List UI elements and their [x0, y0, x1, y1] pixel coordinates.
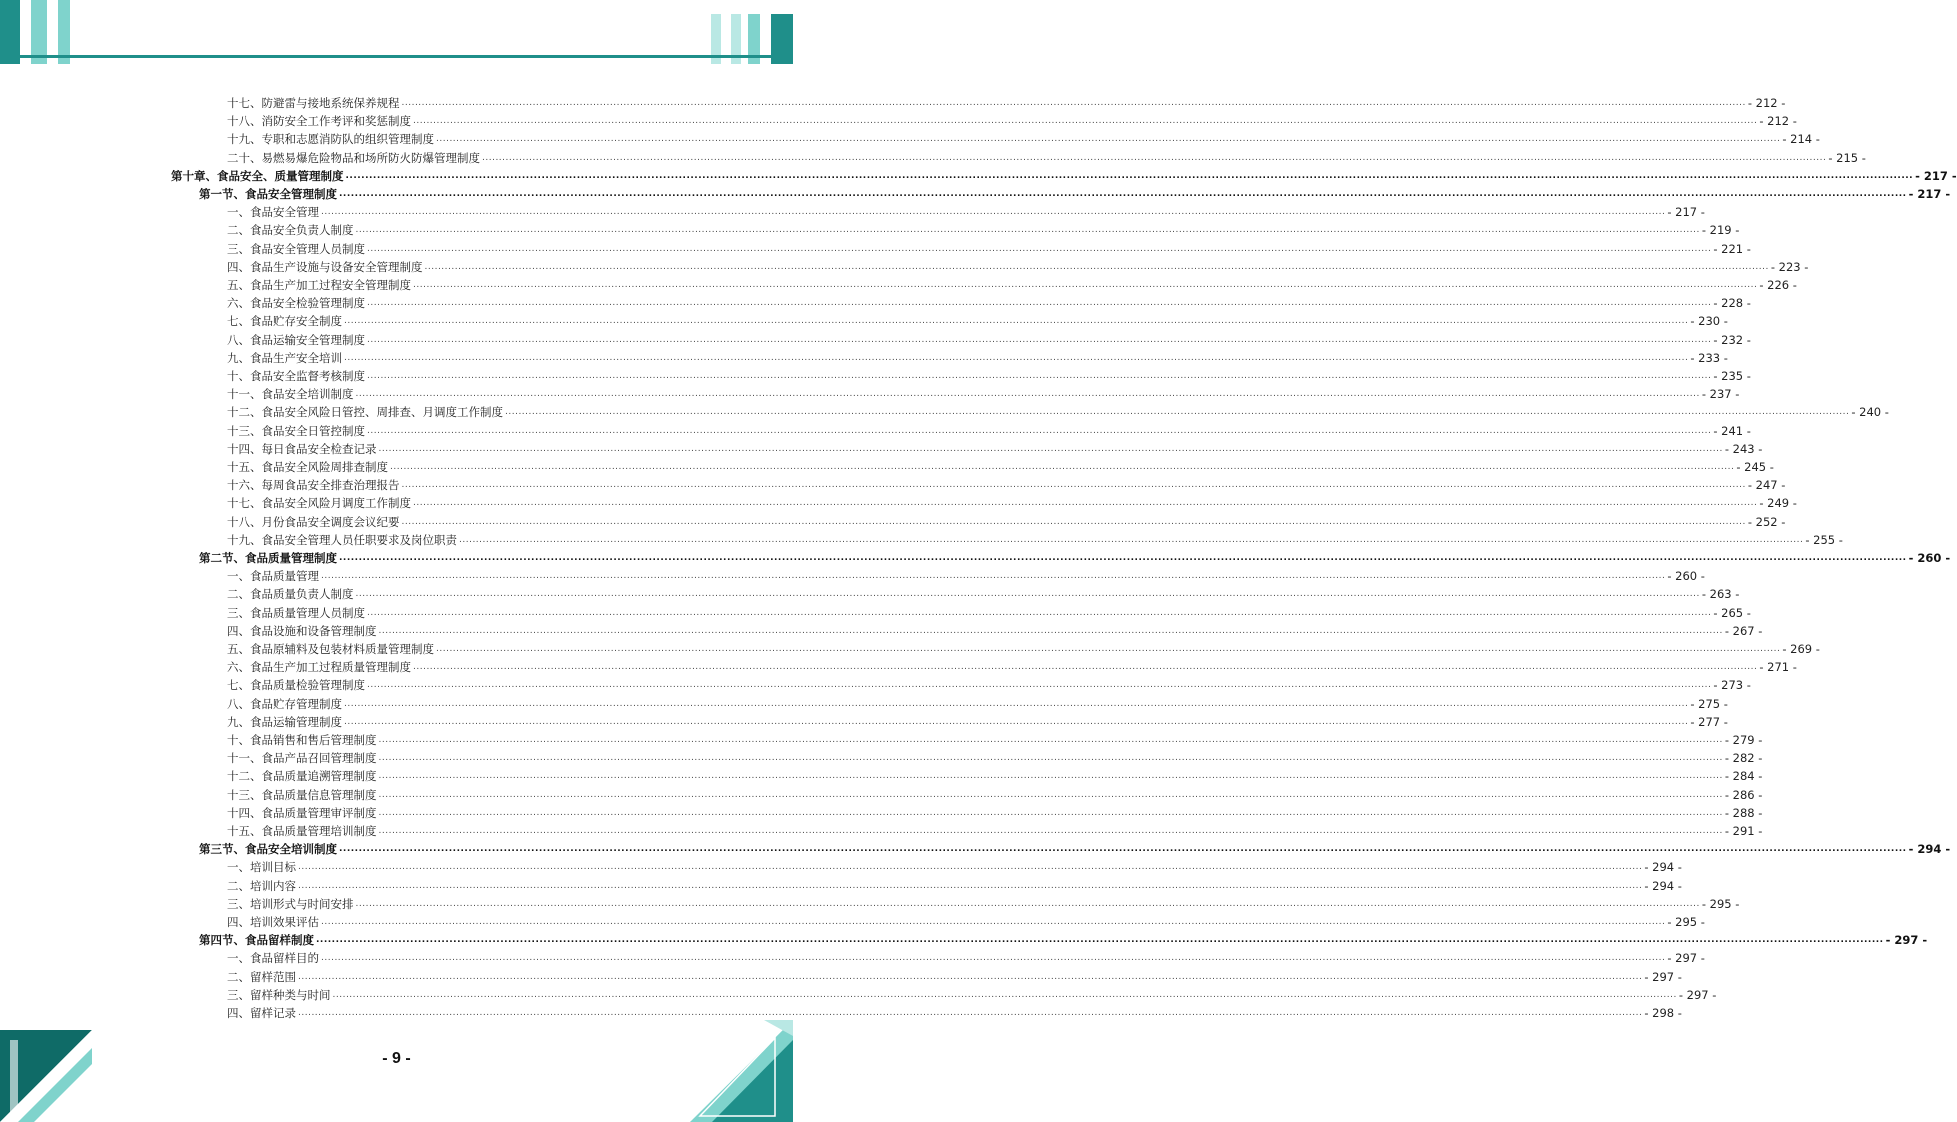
toc-leader-dots: ................................................................................................................................................................................................................................................................................................................................................................................................................	[355, 589, 1700, 600]
toc-leader-dots: ................................................................................................................................................................................................................................................................................................................................................................................................................	[316, 935, 1884, 946]
toc-entry-page: - 217 -	[1667, 205, 1705, 220]
toc-entry-page: - 249 -	[1759, 496, 1797, 511]
toc-leader-dots: ................................................................................................................................................................................................................................................................................................................................................................................................................	[367, 334, 1712, 345]
toc-entry-label: 十九、食品安全管理人员任职要求及岗位职责	[227, 532, 457, 547]
toc-entry-page: - 277 -	[1690, 714, 1728, 729]
toc-entry[interactable]	[227, 240, 1751, 258]
toc-leader-dots: ................................................................................................................................................................................................................................................................................................................................................................................................................	[367, 425, 1712, 436]
toc-entry[interactable]	[227, 986, 1717, 1004]
toc-entry-page: - 212 -	[1759, 114, 1797, 129]
toc-entry-page: - 275 -	[1690, 696, 1728, 711]
header-bar-left-light	[58, 0, 70, 64]
toc-entry[interactable]	[227, 149, 1866, 167]
header-bar-left-mid	[31, 0, 47, 64]
toc-leader-dots: ................................................................................................................................................................................................................................................................................................................................................................................................................	[413, 280, 1758, 290]
toc-entry[interactable]	[227, 476, 1786, 494]
toc-entry[interactable]	[227, 913, 1705, 931]
toc-leader-dots: ................................................................................................................................................................................................................................................................................................................................................................................................................	[344, 352, 1689, 363]
toc-entry[interactable]	[227, 440, 1763, 458]
toc-leader-dots: ................................................................................................................................................................................................................................................................................................................................................................................................................	[345, 170, 1914, 181]
toc-entry-page: - 245 -	[1736, 460, 1774, 474]
toc-entry[interactable]	[227, 531, 1843, 549]
toc-entry[interactable]	[227, 221, 1740, 239]
toc-entry[interactable]	[227, 367, 1751, 385]
toc-entry-label: 十六、每周食品安全排查治理报告	[227, 478, 400, 493]
toc-entry-label: 三、留样种类与时间	[227, 987, 331, 1002]
toc-entry[interactable]	[227, 695, 1728, 713]
toc-leader-dots: ................................................................................................................................................................................................................................................................................................................................................................................................................	[401, 98, 1746, 108]
toc-entry-page: - 247 -	[1747, 478, 1786, 493]
toc-leader-dots: ................................................................................................................................................................................................................................................................................................................................................................................................................	[298, 971, 1643, 982]
toc-entry-label: 五、食品原辅料及包装材料质量管理制度	[227, 642, 434, 656]
toc-entry-label: 八、食品运输安全管理制度	[227, 332, 365, 347]
toc-leader-dots: ................................................................................................................................................................................................................................................................................................................................................................................................................	[436, 134, 1781, 145]
header-decoration	[0, 0, 793, 70]
toc-leader-dots: ................................................................................................................................................................................................................................................................................................................................................................................................................	[459, 534, 1804, 545]
toc-entry-label: 十八、月份食品安全调度会议纪要	[227, 514, 400, 529]
toc-entry-page: - 279 -	[1724, 733, 1763, 747]
toc-leader-dots: ................................................................................................................................................................................................................................................................................................................................................................................................................	[378, 826, 1723, 836]
toc-leader-dots: ................................................................................................................................................................................................................................................................................................................................................................................................................	[367, 680, 1712, 691]
toc-leader-dots: ................................................................................................................................................................................................................................................................................................................................................................................................................	[355, 225, 1700, 236]
toc-entry-page: - 255 -	[1805, 532, 1843, 547]
toc-leader-dots: ................................................................................................................................................................................................................................................................................................................................................................................................................	[298, 1008, 1643, 1018]
toc-leader-dots: ................................................................................................................................................................................................................................................................................................................................................................................................................	[505, 407, 1850, 418]
toc-entry-page: - 297 -	[1644, 969, 1682, 984]
toc-entry-page: - 235 -	[1713, 369, 1751, 383]
toc-entry[interactable]	[227, 585, 1740, 603]
toc-entry-page: - 291 -	[1724, 824, 1763, 838]
toc-entry-label: 十七、防避雷与接地系统保养规程	[227, 96, 400, 110]
toc-entry-page: - 282 -	[1724, 751, 1763, 766]
toc-entry-label: 四、留样记录	[227, 1006, 296, 1020]
toc-entry-label: 十七、食品安全风险月调度工作制度	[227, 496, 411, 511]
toc-entry[interactable]	[227, 94, 1786, 112]
toc-entry-page: - 252 -	[1747, 514, 1786, 529]
toc-entry-page: - 288 -	[1724, 805, 1763, 820]
toc-entry-label: 第二节、食品质量管理制度	[199, 551, 337, 565]
toc-entry[interactable]	[227, 877, 1682, 895]
header-bar-left-dark	[0, 0, 20, 64]
toc-entry-page: - 214 -	[1782, 132, 1820, 147]
toc-entry-label: 十四、食品质量管理审评制度	[227, 805, 377, 820]
toc-entry-page: - 217 -	[1908, 187, 1951, 201]
toc-leader-dots: ................................................................................................................................................................................................................................................................................................................................................................................................................	[339, 553, 1907, 563]
toc-entry[interactable]	[227, 658, 1797, 676]
toc-entry-page: - 230 -	[1690, 314, 1728, 329]
toc-entry-label: 四、食品设施和设备管理制度	[227, 623, 377, 638]
toc-entry[interactable]	[227, 385, 1740, 403]
toc-entry[interactable]	[227, 422, 1751, 440]
toc-entry-page: - 212 -	[1747, 96, 1786, 110]
toc-leader-dots: ................................................................................................................................................................................................................................................................................................................................................................................................................	[367, 243, 1712, 254]
footer-decoration	[0, 1020, 793, 1122]
toc-entry[interactable]	[227, 349, 1728, 367]
toc-section[interactable]	[199, 931, 1928, 949]
toc-entry[interactable]	[227, 458, 1774, 476]
toc-leader-dots: ................................................................................................................................................................................................................................................................................................................................................................................................................	[424, 261, 1769, 272]
toc-leader-dots: ................................................................................................................................................................................................................................................................................................................................................................................................................	[390, 462, 1735, 472]
toc-entry-page: - 273 -	[1713, 678, 1751, 693]
toc-entry[interactable]	[227, 858, 1682, 876]
toc-entry[interactable]	[227, 767, 1763, 785]
toc-entry-label: 第十章、食品安全、质量管理制度	[171, 168, 344, 183]
toc-entry-page: - 240 -	[1851, 405, 1889, 420]
toc-entry-page: - 284 -	[1724, 769, 1763, 784]
toc-entry[interactable]	[227, 822, 1763, 840]
toc-entry-label: 十三、食品安全日管控制度	[227, 423, 365, 438]
toc-entry-label: 一、食品留样目的	[227, 951, 319, 966]
toc-entry-label: 一、食品安全管理	[227, 205, 319, 220]
toc-leader-dots: ................................................................................................................................................................................................................................................................................................................................................................................................................	[378, 753, 1723, 764]
toc-leader-dots: ................................................................................................................................................................................................................................................................................................................................................................................................................	[298, 862, 1643, 873]
toc-entry-label: 四、食品生产设施与设备安全管理制度	[227, 259, 423, 274]
toc-entry-label: 第四节、食品留样制度	[199, 933, 314, 948]
toc-entry-page: - 223 -	[1770, 259, 1809, 274]
toc-entry-page: - 286 -	[1724, 787, 1763, 802]
toc-leader-dots: ................................................................................................................................................................................................................................................................................................................................................................................................................	[401, 480, 1746, 491]
toc-leader-dots: ................................................................................................................................................................................................................................................................................................................................................................................................................	[378, 771, 1723, 782]
toc-leader-dots: ................................................................................................................................................................................................................................................................................................................................................................................................................	[413, 498, 1758, 509]
toc-leader-dots: ................................................................................................................................................................................................................................................................................................................................................................................................................	[344, 716, 1689, 727]
toc-entry[interactable]	[227, 895, 1740, 913]
toc-entry-label: 十一、食品产品召回管理制度	[227, 751, 377, 766]
toc-leader-dots: ................................................................................................................................................................................................................................................................................................................................................................................................................	[367, 371, 1712, 381]
toc-entry-label: 十、食品销售和售后管理制度	[227, 733, 377, 747]
toc-entry-label: 五、食品生产加工过程安全管理制度	[227, 278, 411, 292]
toc-entry[interactable]	[227, 112, 1797, 130]
toc-entry-page: - 294 -	[1644, 860, 1682, 875]
toc-entry-page: - 267 -	[1724, 623, 1763, 638]
toc-leader-dots: ................................................................................................................................................................................................................................................................................................................................................................................................................	[344, 698, 1689, 709]
header-rule	[0, 55, 793, 58]
toc-leader-dots: ................................................................................................................................................................................................................................................................................................................................................................................................................	[378, 443, 1723, 454]
toc-leader-dots: ................................................................................................................................................................................................................................................................................................................................................................................................................	[321, 571, 1666, 582]
toc-entry[interactable]	[227, 786, 1763, 804]
toc-entry-page: - 297 -	[1667, 951, 1705, 966]
toc-entry[interactable]	[227, 731, 1763, 749]
toc-entry-label: 六、食品生产加工过程质量管理制度	[227, 660, 411, 675]
toc-entry-page: - 237 -	[1701, 387, 1740, 402]
toc-leader-dots: ................................................................................................................................................................................................................................................................................................................................................................................................................	[344, 316, 1689, 327]
toc-entry-label: 十五、食品质量管理培训制度	[227, 824, 377, 838]
toc-entry[interactable]	[227, 713, 1728, 731]
toc-entry-page: - 217 -	[1915, 168, 1957, 183]
toc-entry[interactable]	[227, 331, 1751, 349]
toc-leader-dots: ................................................................................................................................................................................................................................................................................................................................................................................................................	[413, 662, 1758, 673]
toc-entry-page: - 295 -	[1701, 896, 1740, 911]
toc-entry-label: 二、培训内容	[227, 878, 296, 893]
toc-entry-page: - 294 -	[1908, 842, 1951, 857]
toc-leader-dots: ................................................................................................................................................................................................................................................................................................................................................................................................................	[321, 917, 1666, 927]
toc-entry-label: 三、食品安全管理人员制度	[227, 241, 365, 256]
toc-entry-label: 三、食品质量管理人员制度	[227, 605, 365, 620]
toc-leader-dots: ................................................................................................................................................................................................................................................................................................................................................................................................................	[332, 989, 1677, 1000]
toc-entry-label: 二、食品安全负责人制度	[227, 223, 354, 238]
toc-entry-label: 二、食品质量负责人制度	[227, 587, 354, 602]
toc-entry-label: 十八、消防安全工作考评和奖惩制度	[227, 114, 411, 129]
toc-entry-label: 二十、易燃易爆危险物品和场所防火防爆管理制度	[227, 150, 480, 165]
toc-entry-page: - 265 -	[1713, 605, 1751, 620]
toc-leader-dots: ................................................................................................................................................................................................................................................................................................................................................................................................................	[355, 389, 1700, 400]
toc-entry-page: - 297 -	[1885, 933, 1928, 948]
toc-entry-label: 十三、食品质量信息管理制度	[227, 787, 377, 802]
toc-entry[interactable]	[227, 203, 1705, 221]
toc-leader-dots: ................................................................................................................................................................................................................................................................................................................................................................................................................	[339, 189, 1907, 199]
toc-leader-dots: ................................................................................................................................................................................................................................................................................................................................................................................................................	[367, 298, 1712, 309]
toc-entry[interactable]	[227, 1004, 1682, 1022]
toc-entry[interactable]	[227, 676, 1751, 694]
toc-entry-page: - 241 -	[1713, 423, 1751, 438]
toc-entry-label: 九、食品运输管理制度	[227, 714, 342, 729]
toc-entry-label: 十九、专职和志愿消防队的组织管理制度	[227, 132, 434, 147]
toc-entry-page: - 260 -	[1667, 569, 1705, 584]
toc-entry-label: 八、食品贮存管理制度	[227, 696, 342, 711]
toc-entry[interactable]	[227, 640, 1820, 658]
toc-entry-label: 二、留样范围	[227, 969, 296, 984]
toc-entry[interactable]	[227, 604, 1751, 622]
toc-entry-label: 七、食品贮存安全制度	[227, 314, 342, 329]
toc-entry-page: - 221 -	[1713, 241, 1751, 256]
toc-section[interactable]	[199, 549, 1951, 567]
page-number: - 9 -	[382, 1050, 411, 1067]
toc-entry-label: 七、食品质量检验管理制度	[227, 678, 365, 693]
toc-entry[interactable]	[227, 968, 1682, 986]
toc-leader-dots: ................................................................................................................................................................................................................................................................................................................................................................................................................	[482, 152, 1827, 163]
toc-leader-dots: ................................................................................................................................................................................................................................................................................................................................................................................................................	[339, 844, 1907, 855]
toc-entry-label: 十二、食品安全风险日管控、周排查、月调度工作制度	[227, 405, 503, 420]
toc-leader-dots: ................................................................................................................................................................................................................................................................................................................................................................................................................	[298, 880, 1643, 891]
toc-entry-label: 三、培训形式与时间安排	[227, 896, 354, 911]
toc-entry-page: - 298 -	[1644, 1006, 1682, 1020]
toc-entry[interactable]	[227, 276, 1797, 294]
toc-leader-dots: ................................................................................................................................................................................................................................................................................................................................................................................................................	[401, 516, 1746, 527]
toc-entry-page: - 226 -	[1759, 278, 1797, 292]
toc-entry-page: - 233 -	[1690, 350, 1728, 365]
toc-leader-dots: ................................................................................................................................................................................................................................................................................................................................................................................................................	[355, 898, 1700, 909]
toc-leader-dots: ................................................................................................................................................................................................................................................................................................................................................................................................................	[378, 789, 1723, 800]
toc-leader-dots: ................................................................................................................................................................................................................................................................................................................................................................................................................	[367, 607, 1712, 618]
toc-entry-label: 十二、食品质量追溯管理制度	[227, 769, 377, 784]
toc-entry[interactable]	[227, 130, 1820, 148]
toc-entry[interactable]	[227, 513, 1786, 531]
toc-chapter[interactable]	[171, 167, 1957, 185]
toc-leader-dots: ................................................................................................................................................................................................................................................................................................................................................................................................................	[378, 807, 1723, 818]
toc-entry-page: - 243 -	[1724, 441, 1763, 456]
toc-entry-page: - 219 -	[1701, 223, 1740, 238]
toc-leader-dots: ................................................................................................................................................................................................................................................................................................................................................................................................................	[413, 116, 1758, 127]
toc-entry-page: - 263 -	[1701, 587, 1740, 602]
toc-leader-dots: ................................................................................................................................................................................................................................................................................................................................................................................................................	[378, 625, 1723, 636]
toc-entry[interactable]	[227, 403, 1889, 421]
toc-entry-page: - 294 -	[1644, 878, 1682, 893]
toc-entry-page: - 215 -	[1828, 150, 1866, 165]
toc-entry[interactable]	[227, 567, 1705, 585]
toc-entry-page: - 271 -	[1759, 660, 1797, 675]
toc-entry[interactable]	[227, 258, 1809, 276]
toc-leader-dots: ................................................................................................................................................................................................................................................................................................................................................................................................................	[378, 735, 1723, 745]
toc-entry[interactable]	[227, 622, 1763, 640]
toc-entry[interactable]	[227, 949, 1705, 967]
toc-entry-page: - 228 -	[1713, 296, 1751, 311]
toc-entry-label: 十、食品安全监督考核制度	[227, 369, 365, 383]
toc-entry-label: 一、食品质量管理	[227, 569, 319, 584]
toc-entry-page: - 269 -	[1782, 642, 1820, 656]
toc-entry[interactable]	[227, 804, 1763, 822]
toc-entry-label: 第一节、食品安全管理制度	[199, 187, 337, 201]
toc-entry[interactable]	[227, 749, 1763, 767]
toc-entry-page: - 260 -	[1908, 551, 1951, 565]
toc-entry-label: 九、食品生产安全培训	[227, 350, 342, 365]
toc-section[interactable]	[199, 840, 1951, 858]
toc-entry[interactable]	[227, 294, 1751, 312]
toc-leader-dots: ................................................................................................................................................................................................................................................................................................................................................................................................................	[436, 644, 1781, 654]
toc-entry-label: 十四、每日食品安全检查记录	[227, 441, 377, 456]
toc-entry-page: - 295 -	[1667, 915, 1705, 929]
toc-entry-label: 四、培训效果评估	[227, 915, 319, 929]
toc-entry-label: 六、食品安全检验管理制度	[227, 296, 365, 311]
toc-entry-label: 第三节、食品安全培训制度	[199, 842, 337, 857]
toc-entry[interactable]	[227, 494, 1797, 512]
toc-leader-dots: ................................................................................................................................................................................................................................................................................................................................................................................................................	[321, 953, 1666, 964]
toc-entry-label: 十五、食品安全风险周排查制度	[227, 460, 388, 474]
toc-section[interactable]	[199, 185, 1951, 203]
toc-entry-page: - 232 -	[1713, 332, 1751, 347]
toc-entry-label: 一、培训目标	[227, 860, 296, 875]
toc-entry[interactable]	[227, 312, 1728, 330]
toc-entry-page: - 297 -	[1678, 987, 1717, 1002]
toc-leader-dots: ................................................................................................................................................................................................................................................................................................................................................................................................................	[321, 207, 1666, 218]
toc-entry-label: 十一、食品安全培训制度	[227, 387, 354, 402]
